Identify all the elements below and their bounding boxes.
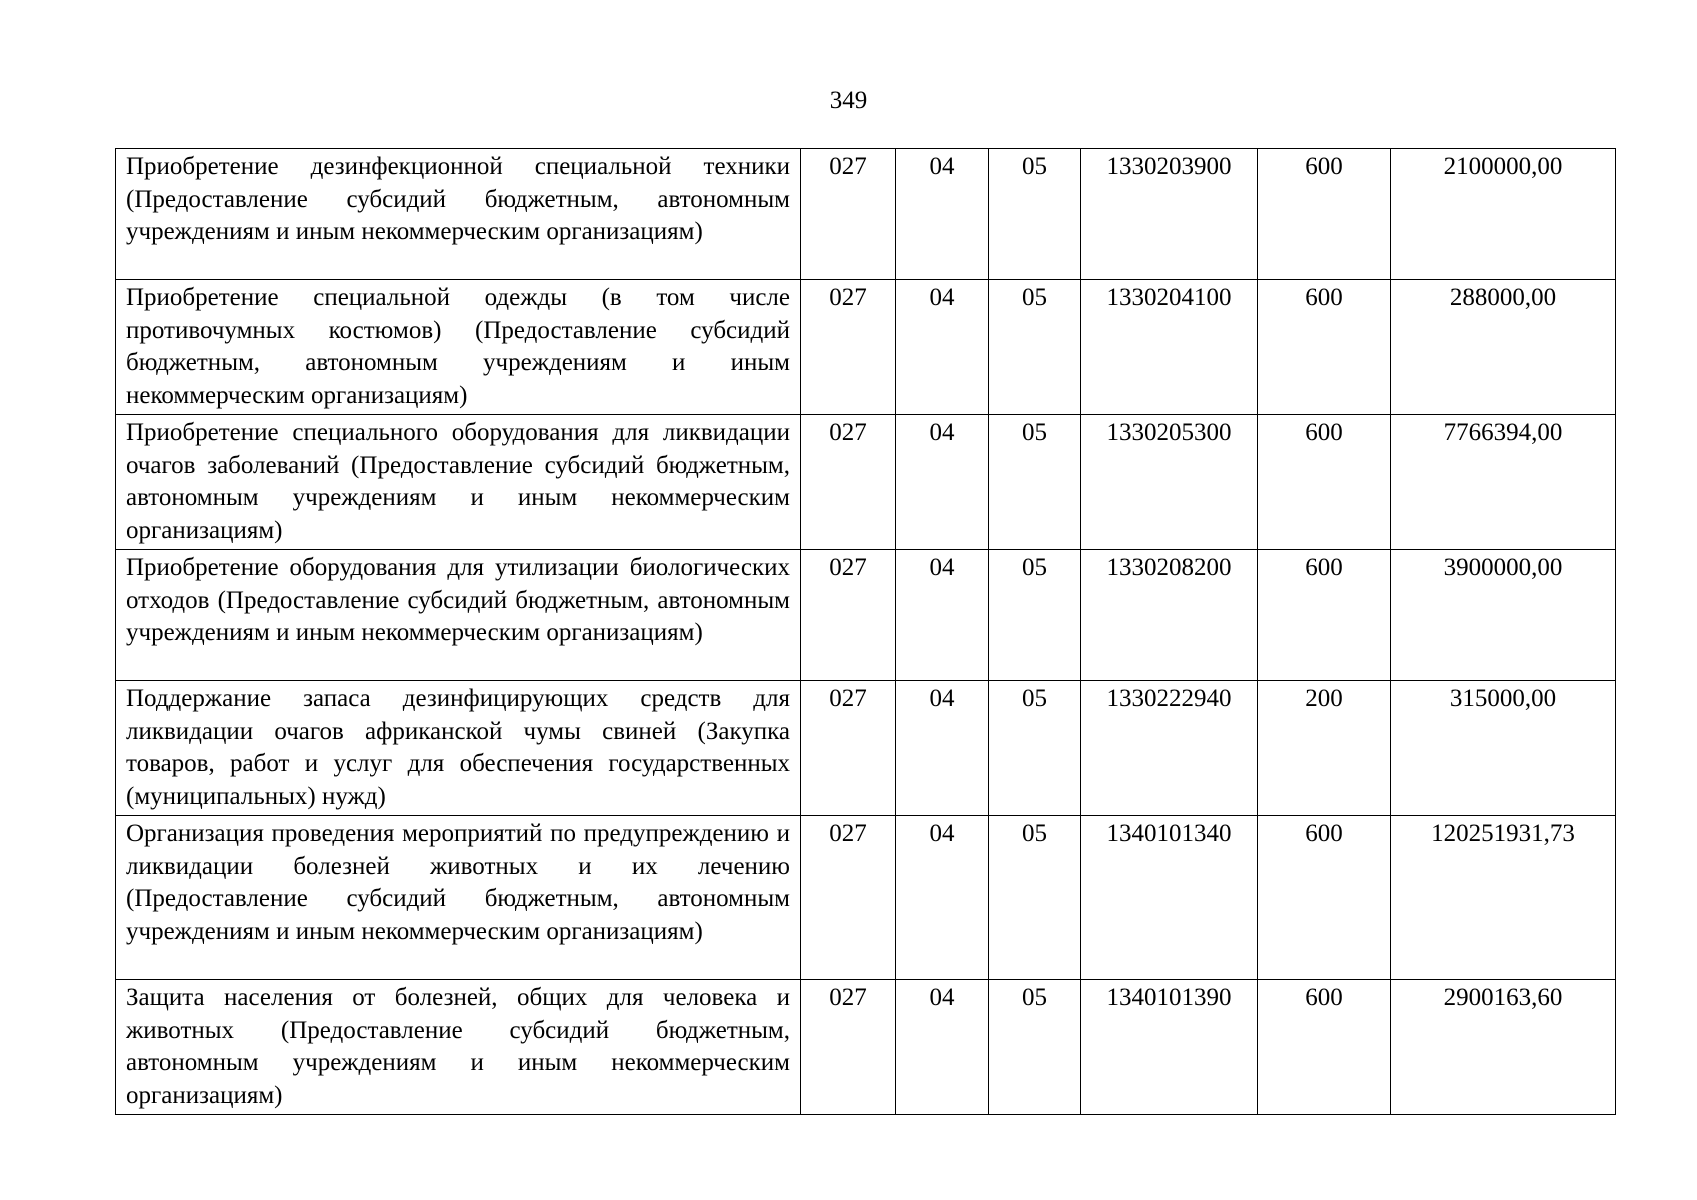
ministry-code: 027 xyxy=(801,149,896,280)
ministry-code: 027 xyxy=(801,681,896,816)
table-row xyxy=(116,681,1616,816)
subsection-code: 05 xyxy=(989,149,1081,280)
target-article-code: 1330203900 xyxy=(1081,149,1258,280)
target-article-code: 1340101340 xyxy=(1081,816,1258,980)
amount: 2900163,60 xyxy=(1391,980,1616,1115)
table-row xyxy=(116,816,1616,980)
subsection-code: 05 xyxy=(989,550,1081,681)
expense-type-code: 600 xyxy=(1258,280,1391,415)
expense-type-code: 600 xyxy=(1258,415,1391,550)
subsection-code: 05 xyxy=(989,816,1081,980)
subsection-code: 05 xyxy=(989,681,1081,816)
target-article-code: 1340101390 xyxy=(1081,980,1258,1115)
subsection-code: 05 xyxy=(989,280,1081,415)
table-row xyxy=(116,149,1616,280)
budget-table-body xyxy=(116,149,1616,1115)
row-description: Поддержание запаса дезинфицирующих средств для ликвидации очагов африканской чумы свиней (Закупка товаров, работ и услуг для обеспечения государственных (муниципальных) нужд) xyxy=(116,681,801,816)
table-row xyxy=(116,980,1616,1115)
amount: 120251931,73 xyxy=(1391,816,1616,980)
subsection-code: 05 xyxy=(989,415,1081,550)
target-article-code: 1330222940 xyxy=(1081,681,1258,816)
table-row xyxy=(116,280,1616,415)
row-description: Организация проведения мероприятий по предупреждению и ликвидации болезней животных и их лечению (Предоставление субсидий бюджетным, автономным учреждениям и иным некоммерческим организациям) xyxy=(116,816,801,980)
section-code: 04 xyxy=(896,681,989,816)
ministry-code: 027 xyxy=(801,415,896,550)
table-row xyxy=(116,415,1616,550)
amount: 2100000,00 xyxy=(1391,149,1616,280)
section-code: 04 xyxy=(896,149,989,280)
amount: 7766394,00 xyxy=(1391,415,1616,550)
row-description: Приобретение дезинфекционной специальной техники (Предоставление субсидий бюджетным, автономным учреждениям и иным некоммерческим организациям) xyxy=(116,149,801,280)
budget-table xyxy=(115,148,1616,1115)
amount: 315000,00 xyxy=(1391,681,1616,816)
ministry-code: 027 xyxy=(801,280,896,415)
row-description: Приобретение специальной одежды (в том числе противочумных костюмов) (Предоставление субсидий бюджетным, автономным учреждениям и иным некоммерческим организациям) xyxy=(116,280,801,415)
section-code: 04 xyxy=(896,980,989,1115)
ministry-code: 027 xyxy=(801,980,896,1115)
section-code: 04 xyxy=(896,415,989,550)
ministry-code: 027 xyxy=(801,550,896,681)
amount: 3900000,00 xyxy=(1391,550,1616,681)
subsection-code: 05 xyxy=(989,980,1081,1115)
row-description: Приобретение оборудования для утилизации биологических отходов (Предоставление субсидий бюджетным, автономным учреждениям и иным некоммерческим организациям) xyxy=(116,550,801,681)
section-code: 04 xyxy=(896,280,989,415)
expense-type-code: 600 xyxy=(1258,980,1391,1115)
row-description: Приобретение специального оборудования для ликвидации очагов заболеваний (Предоставление субсидий бюджетным, автономным учреждениям и иным некоммерческим организациям) xyxy=(116,415,801,550)
target-article-code: 1330208200 xyxy=(1081,550,1258,681)
target-article-code: 1330204100 xyxy=(1081,280,1258,415)
expense-type-code: 200 xyxy=(1258,681,1391,816)
table-row xyxy=(116,550,1616,681)
section-code: 04 xyxy=(896,816,989,980)
amount: 288000,00 xyxy=(1391,280,1616,415)
target-article-code: 1330205300 xyxy=(1081,415,1258,550)
section-code: 04 xyxy=(896,550,989,681)
ministry-code: 027 xyxy=(801,816,896,980)
page-number: 349 xyxy=(829,87,868,114)
expense-type-code: 600 xyxy=(1258,149,1391,280)
row-description: Защита населения от болезней, общих для человека и животных (Предоставление субсидий бюджетным, автономным учреждениям и иным некоммерческим организациям) xyxy=(116,980,801,1115)
expense-type-code: 600 xyxy=(1258,816,1391,980)
expense-type-code: 600 xyxy=(1258,550,1391,681)
